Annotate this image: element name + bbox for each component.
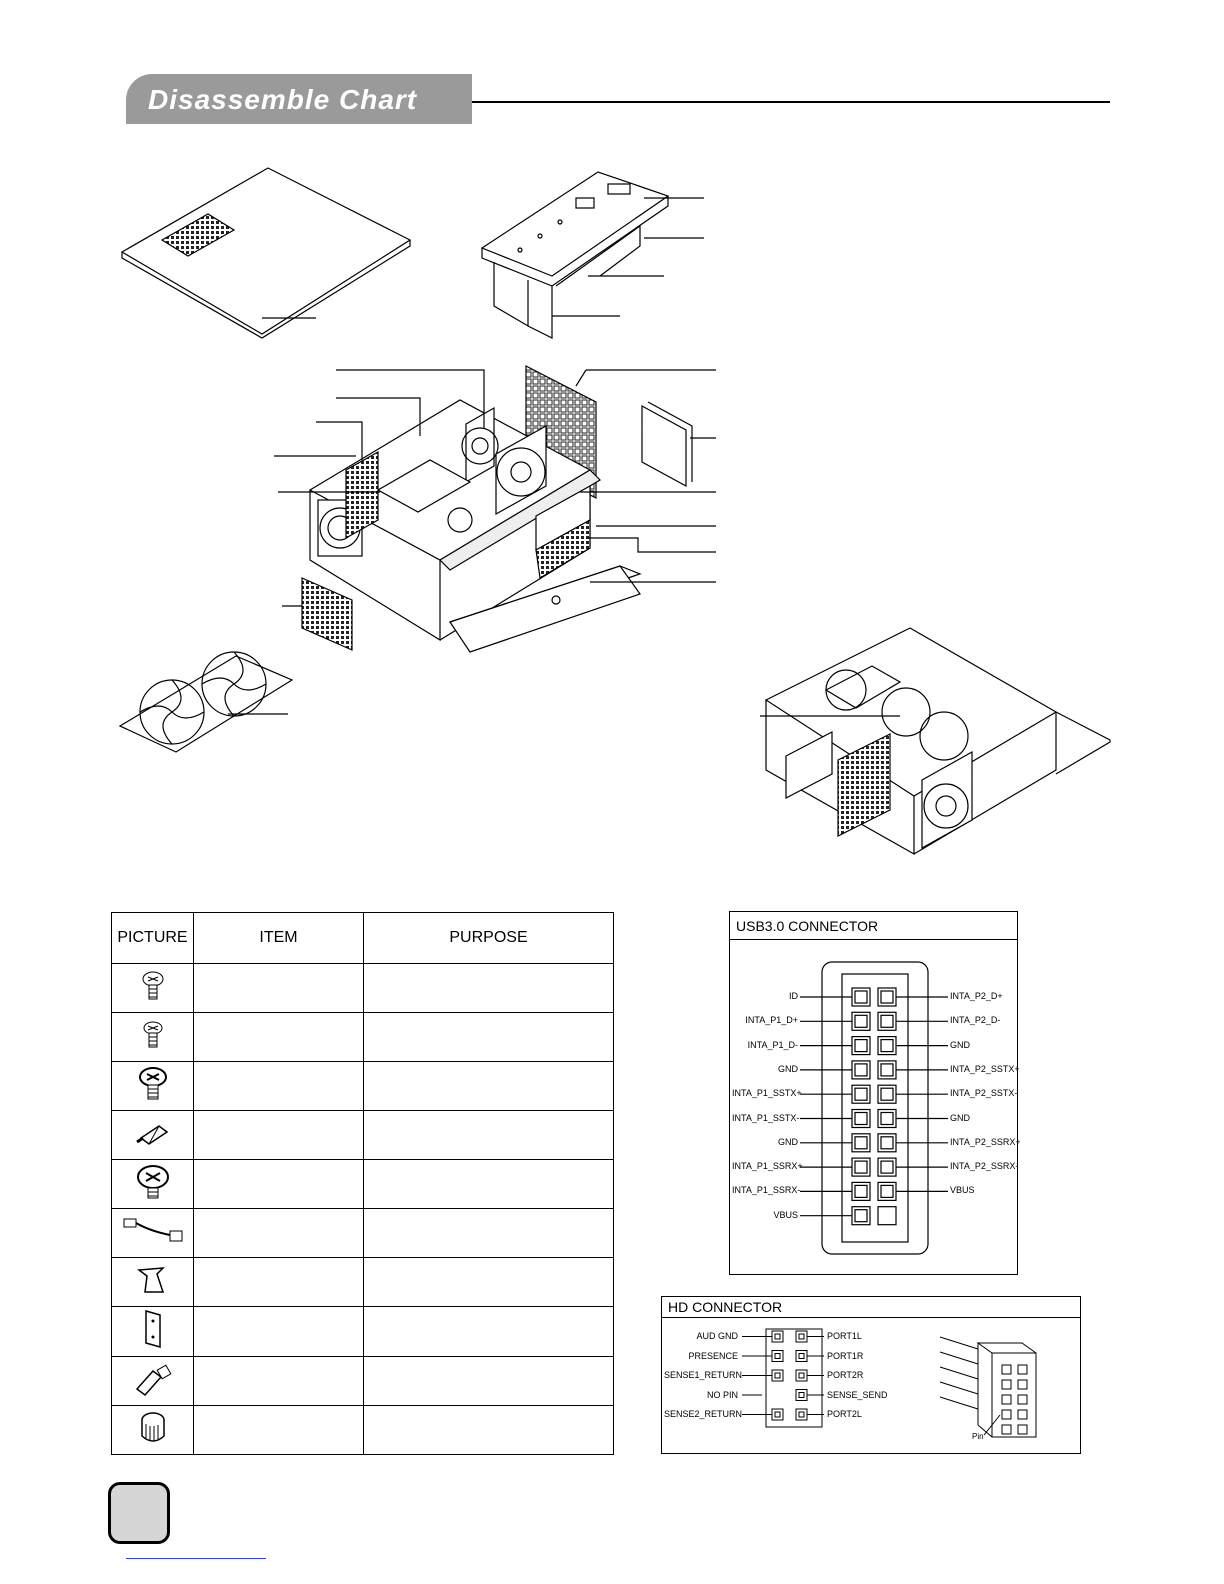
pin	[1002, 1425, 1011, 1434]
small-screw-icon	[112, 1013, 194, 1062]
table-row	[112, 1013, 614, 1062]
pin	[796, 1370, 807, 1381]
item-cell	[194, 1013, 364, 1062]
dual-fan-grille	[120, 652, 292, 752]
pin-label: INTA_P1_D-	[747, 1039, 798, 1050]
pin-label: SENSE1_RETURN	[664, 1370, 743, 1380]
large-washer-screw-icon	[112, 1160, 194, 1209]
hd-connector-title: HD CONNECTOR	[668, 1299, 783, 1315]
pin	[1002, 1410, 1011, 1419]
pin-label: PORT2L	[827, 1409, 862, 1419]
pin-label: PORT2R	[827, 1370, 864, 1380]
pin-label: INTA_P1_SSTX-	[732, 1112, 800, 1123]
pin-label: GND	[950, 1112, 970, 1123]
drive-cage-bracket	[482, 172, 704, 338]
purpose-cell	[364, 1406, 614, 1455]
item-cell	[194, 1258, 364, 1307]
purpose-cell	[364, 1013, 614, 1062]
pin-label: INTA_P2_SSTX+	[950, 1063, 1020, 1074]
pin-label: VBUS	[773, 1209, 798, 1220]
slot-cover-icon	[112, 1307, 194, 1357]
pin-label: INTA_P1_D+	[745, 1015, 798, 1026]
pin	[1018, 1410, 1027, 1419]
table-row	[112, 1307, 614, 1357]
thumb-screw-icon	[112, 1062, 194, 1111]
key-icon	[112, 1357, 194, 1406]
item-cell	[194, 1307, 364, 1357]
pin-label: INTA_P2_SSRX+	[950, 1136, 1021, 1147]
item-cell	[194, 1406, 364, 1455]
purpose-cell	[364, 1258, 614, 1307]
pin-label: ID	[789, 991, 798, 1001]
pin-label: PORT1L	[827, 1331, 862, 1341]
picture-column-header: PICTURE	[112, 913, 194, 964]
pin-label: NO PIN	[706, 1389, 738, 1400]
purpose-cell	[364, 1062, 614, 1111]
pin-label: PORT1R	[827, 1350, 864, 1361]
table-row	[112, 1357, 614, 1406]
pin-label: INTA_P2_D-	[950, 1015, 1001, 1026]
page-number-badge	[108, 1482, 170, 1544]
item-cell	[194, 1111, 364, 1160]
pin	[1018, 1365, 1027, 1374]
purpose-cell	[364, 1160, 614, 1209]
pin	[1002, 1395, 1011, 1404]
table-header-row	[112, 913, 614, 964]
usb3-connector-diagram	[729, 911, 1021, 1275]
pin-label: INTA_P1_SSTX+	[732, 1088, 802, 1099]
pin-label: PRESENCE	[688, 1350, 738, 1361]
pin-label: AUD GND	[696, 1331, 738, 1341]
pin	[796, 1409, 807, 1420]
item-cell	[194, 964, 364, 1013]
table-row	[112, 1209, 614, 1258]
top-cover-panel	[122, 168, 410, 338]
pin-label: SENSE2_RETURN	[664, 1409, 743, 1419]
pin-label: INTA_P1_SSRX+	[732, 1161, 803, 1172]
flat-head-screw-icon	[112, 964, 194, 1013]
hdd-module	[642, 402, 716, 486]
item-cell	[194, 1160, 364, 1209]
item-cell	[194, 1209, 364, 1258]
table-row	[112, 964, 614, 1013]
pin	[772, 1409, 783, 1420]
pin	[1018, 1395, 1027, 1404]
pin-label: Pin	[972, 1432, 984, 1441]
pin	[796, 1390, 807, 1401]
item-cell	[194, 1062, 364, 1111]
standoff-icon	[112, 1111, 194, 1160]
foot-icon	[112, 1406, 194, 1455]
pin-label: GND	[778, 1136, 798, 1147]
pin	[772, 1351, 783, 1362]
pin-label: GND	[778, 1063, 798, 1074]
purpose-cell	[364, 1111, 614, 1160]
table-row	[112, 1160, 614, 1209]
pin-label: VBUS	[950, 1185, 975, 1196]
front-mesh-filter	[282, 578, 352, 650]
pin-label: GND	[950, 1039, 970, 1050]
page-title: Disassemble Chart	[148, 84, 418, 115]
pin	[1018, 1380, 1027, 1389]
parts-table	[111, 912, 614, 1455]
footer-rule	[126, 1558, 266, 1559]
table-row	[112, 1111, 614, 1160]
pin-label: INTA_P2_SSRX-	[950, 1161, 1019, 1172]
pin-label: INTA_P2_D+	[950, 991, 1003, 1001]
pin	[772, 1370, 783, 1381]
usb3-connector-title: USB3.0 CONNECTOR	[736, 918, 879, 934]
pin	[796, 1351, 807, 1362]
bracket-clip-icon	[112, 1258, 194, 1307]
table-row	[112, 1258, 614, 1307]
pin	[1002, 1380, 1011, 1389]
pin	[796, 1331, 807, 1342]
pin	[1018, 1425, 1027, 1434]
pin	[1002, 1365, 1011, 1374]
pin-label: SENSE_SEND	[827, 1389, 888, 1400]
item-cell	[194, 1357, 364, 1406]
item-column-header: ITEM	[194, 913, 364, 964]
table-row	[112, 1406, 614, 1455]
pin-label: INTA_P2_SSTX-	[950, 1088, 1018, 1099]
purpose-cell	[364, 1357, 614, 1406]
cable-icon	[112, 1209, 194, 1258]
hd-connector-diagram	[661, 1296, 1081, 1454]
chassis-assembled-view-icon	[760, 628, 1110, 854]
pin	[878, 1207, 896, 1225]
purpose-cell	[364, 1307, 614, 1357]
purpose-cell	[364, 1209, 614, 1258]
pin-label: INTA_P1_SSRX-	[732, 1185, 801, 1196]
purpose-cell	[364, 964, 614, 1013]
table-row	[112, 1062, 614, 1111]
pin	[772, 1331, 783, 1342]
purpose-column-header: PURPOSE	[364, 913, 614, 964]
